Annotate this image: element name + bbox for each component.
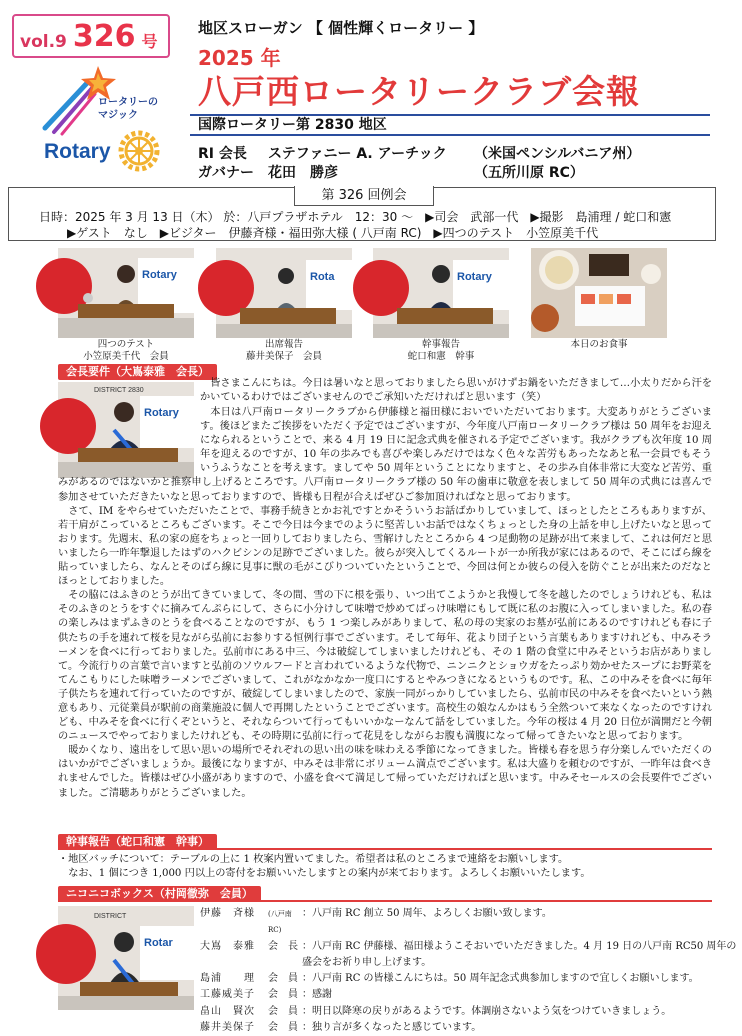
caption-secretary-report: 幹事報告 蛇口和憲 幹事 (407, 339, 475, 362)
caption-four-way-test: 四つのテスト 小笠原美千代 会員 (83, 339, 169, 362)
svg-text:Rotary: Rotary (144, 407, 179, 419)
officer-ri-president: RI 会長 ステファニー A. アーチック （米国ペンシルバニア州） (198, 146, 641, 162)
meeting-line-2: ▶ゲスト なし ▶ビジター 伊藤斉様・福田弥大様 ( 八戸南 RC) ▶四つのテスト 小笠原美千代 (67, 226, 599, 240)
president-paragraph-2: 本日は八戸南ロータリークラブから伊藤様と福田様においでいただいております。大変ありがとうございます。後ほどまたご挨拶をいただく予定ではございますが、今年度八戸南ロータリークラブ様は 50 周年をお迎えになられるということで、来る 4 月 19 日に記念式典を催される予定でございます。我がクラブも次年度 10 周年を迎えるのですが、10 年の歩みでも喜びや楽しみだけではなく色々な苦労もあったなあと私一会員でもそういうふうなことを考えます。ましてや 50 周年ということになりますと、その歩み自体非常に大変など苦労、重みがあるのではないかと推察申し上げるところです。八戸南ロータリークラブ様の 50 年の歯車に敬意を表しまして 50 周年の式典には喜んで参加させていただきたいなと思っておりますので、皆様も日程が合えばぜひご参加頂ければなと思っております。 (58, 407, 712, 503)
secretary-line-2: なお、1 個につき 1,000 円以上の寄付をお願いいたしますとの案内が来ております。よろしくお願いいたします。 (68, 868, 591, 880)
district-name: 国際ロータリー第 2830 地区 (190, 114, 710, 136)
svg-text:DISTRICT 2830: DISTRICT 2830 (94, 387, 144, 394)
photo-nico-box (58, 906, 194, 1010)
president-paragraph-3: さて、IM をやらせていただいたことで、事務手続きとかお礼ですとかそういうお話ばかりしていまして、ほっとしたところもありますが、若干肩がこっているところもございます。そこで今日は今までのように堅苦しいお話ではなくちょっとした身の上話を申し上げたいなと思っております。先週末、私の家の庭をちょっと一回りしておりましたら、雪解けしたところから 4 つ足動物の足跡が出て来まして、これは何だと思いましたら一昨年撃退したはずのハクビシンの足跡でございました。彼らが突入してくるルートが一か所我が家にはあるので、そこにばら線を貼っていましたら、なんとそのばら線に見事に獣の毛がこびりついていたということで、今回は何とか彼らの侵入を防ぐことが出来たのだなとほっとしておりました。 (58, 505, 712, 588)
secretary-report-heading: 幹事報告（蛇口和憲 幹事） (58, 834, 217, 850)
volume-label: vol.9 (20, 32, 67, 52)
photo-todays-meal (531, 248, 667, 338)
secretary-line-1: ・地区バッチについて：テーブルの上に 1 枚案内置いてました。希望者は私のところまで連絡をお願いします。 (58, 854, 569, 865)
president-paragraph-4: その脇にはふきのとうが出てきていまして、冬の間、雪の下に根を張り、いつ出てこようかと我慢して冬を越したのでしょうけれども、私はそのふきのとうをすぐに摘みてんぷらにして、さらに小分けして味噌で炒めてばっけ味噌にもして既に私のお腹に入ってしまいました。私の春の楽しみはまずふきのとうを食べることなのですが、もう 1 つ楽しみがありまして、私の母の実家のお墓が弘前にあるのですけれども春に子供たちの手を連れて桜を見ながら弘前にお参りする恒例行事でございます。そして毎年、花より団子という言葉もありますけれども、中みそラーメンを食べに行っておりました。弘前市にある中三、今は破綻してしまいましたけれども、その 1 階の食堂に中みそというお店がありまして。今流行りの言葉で言いますと弘前のソウルフードと言われているような代物で、ニンニクとショウガをたっぷり効かせたスープにお野菜をてんこもりにした味噌ラーメンでございまして、これがなかなか一度口にするとやみつきになるというものです。私、この中みそを食べに毎年子供たちを連れて行っていたのですが、破綻してしまいましたので、家族一同がっかりしていましたら、弘前市民の中みそを食べたいという熱意もあり、元従業員が駅前の商業施設に個人で再開したということでございます。高校生の娘なんかはもう全然ついて来なくなったのですけれども、中みそを食べに行くぞというと、それならついて行ってもいいかなーなんて話をしていました。今年の桜は 4 月 20 日位が満開だと今朝のニュースでやっておりましたけれども、その時期に弘前に行って花見をしながらお腹も満腹になって帰ってきたいなと思っております。 (58, 590, 712, 743)
svg-text:Rotary: Rotary (142, 269, 177, 281)
meeting-line-1: 日時：2025 年 3 月 13 日（木） 於：八戸プラザホテル 12：30 ～ ▶司会 武部一代 ▶撮影 島浦理 / 蛇口和憲 (39, 210, 672, 224)
svg-text:Rota: Rota (310, 271, 335, 283)
meeting-title: 第 326 回例会 (294, 186, 434, 206)
list-item: 工藤威美子 会 員 ：感謝 (200, 989, 332, 1001)
magic-caption: ロータリーの マジック (98, 97, 158, 121)
president-paragraph-5: 暖かくなり、遠出をして思い思いの場所でそれぞれの思い出の味を味わえる季節になってきました。皆様も春を思う存分楽しんでいただくのはいかがでございましょうか。最後になりますが、中みそは非常にボリューム満点でございます。私は大盛りを頼むのですが、一昨年は食べきれませんでした。皆様はぜひ小盛がありますので、小盛を食べて満足して帰っていただければと思います。中みそセールスの会長要件でございました。ご清聴ありがとうございました。 (58, 745, 712, 799)
secretary-text (58, 853, 712, 881)
svg-text:Rotar: Rotar (144, 937, 173, 949)
nico-box-heading: ニコニコボックス（村岡徹弥 会員） (58, 886, 261, 902)
president-report-heading: 会長要件（大嶌泰雅 会長） (58, 364, 217, 380)
bulletin-year: 2025 年 (198, 46, 281, 70)
district-slogan: 地区スローガン 【 個性輝くロータリー 】 (198, 19, 484, 37)
photo-four-way-test (58, 248, 194, 338)
caption-attendance-report: 出席報告 藤井美保子 会員 (245, 339, 322, 362)
president-paragraph-1: 皆さまこんにちは。今日は暑いなと思っておりましたら思いがけずお鍋をいただきまして…小太りだから汗をかいているわけではございませんのでご承知いただければと思います（笑） (200, 378, 712, 404)
president-text-body (58, 406, 712, 833)
photo-attendance-report (216, 248, 352, 338)
president-text-top (200, 377, 712, 405)
meeting-info-box (8, 187, 716, 241)
volume-badge (12, 14, 170, 58)
list-item: 藤井美保子 会 員 ：独り言が多くなったと感じています。 (200, 1022, 482, 1034)
issue-number: 326 (72, 19, 136, 54)
nico-box-list (200, 906, 742, 1036)
rotary-magic-logo (40, 60, 180, 180)
svg-text:DISTRICT: DISTRICT (94, 913, 127, 920)
list-item: 島浦 理 会 員 ：八戸南 RC の皆様こんにちは。50 周年記念式典参加しますので宜しくお願いします。 (200, 973, 699, 985)
issue-unit: 号 (141, 32, 158, 51)
officer-governor: ガバナー 花田 勝彦 （五所川原 RC） (198, 165, 584, 181)
rotary-wheel-icon (118, 130, 160, 172)
list-item: 大嶌 泰雅 会 長 ：八戸南 RC 伊藤様、福田様ようこそおいでいただきました。4 月 19 日の八戸南 RC50 周年の盛会をお祈り申し上げます。 (200, 940, 737, 968)
list-item: 伊藤 斉様 (八戸南RC) ：八戸南 RC 創立 50 周年、よろしくお願い致します。 (200, 908, 552, 935)
photo-secretary-report (373, 248, 509, 338)
club-bulletin-title: 八戸西ロータリークラブ会報 (198, 72, 640, 111)
svg-text:Rotary: Rotary (457, 271, 492, 283)
caption-todays-meal: 本日のお食事 (570, 339, 628, 350)
list-item: 畠山 賢次 会 員 ：明日以降寒の戻りがあるようです。体調崩さないよう気をつけていきましょう。 (200, 1005, 672, 1017)
rotary-wordmark: Rotary (44, 140, 111, 163)
